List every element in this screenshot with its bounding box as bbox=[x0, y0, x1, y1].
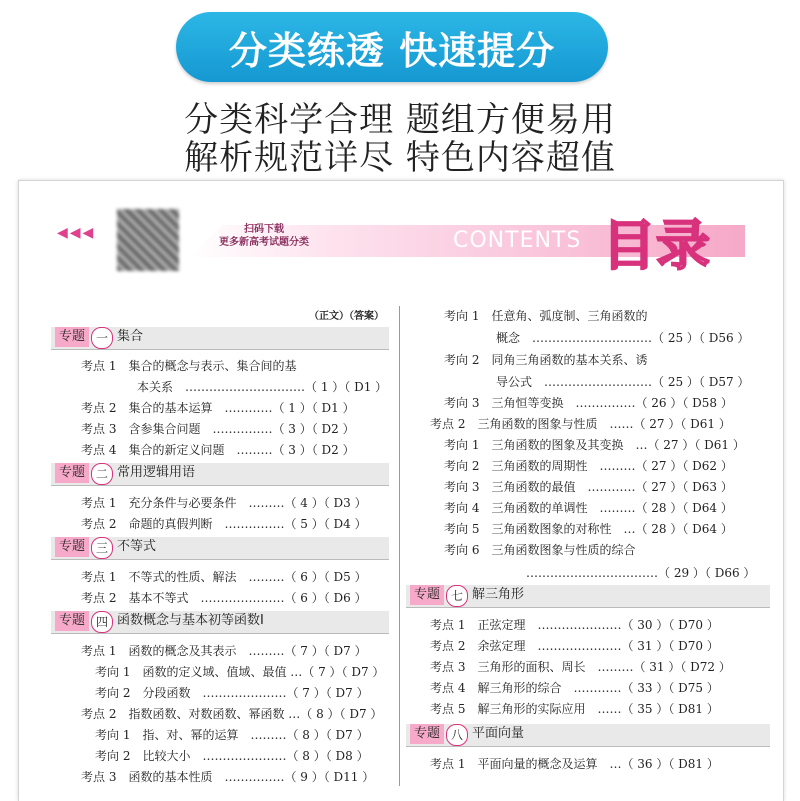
toc-entry: 考点 3 函数的基本性质 ……………（ 9 ）（ D11 ） bbox=[81, 770, 375, 784]
toc-entry: 考向 2 三角函数的周期性 ………（ 27 ）（ D62 ） bbox=[444, 459, 733, 473]
topic-number: 一 bbox=[91, 327, 113, 349]
toc-entry: 考点 1 函数的概念及其表示 ………（ 7 ）（ D7 ） bbox=[81, 644, 367, 658]
toc-entry: 考点 2 余弦定理 …………………（ 31 ）（ D70 ） bbox=[430, 639, 719, 653]
toc-entry: 考向 3 三角函数的最值 …………（ 27 ）（ D63 ） bbox=[444, 480, 733, 494]
toc-entry: 考向 3 三角恒等变换 ……………（ 26 ）（ D58 ） bbox=[444, 396, 733, 410]
toc-entry: 考向 1 函数的定义域、值域、最值 …（ 7 ）（ D7 ） bbox=[95, 665, 385, 679]
topic-label: 专题 bbox=[55, 327, 89, 347]
toc-entry: 考向 4 三角函数的单调性 ………（ 28 ）（ D64 ） bbox=[444, 501, 733, 515]
topic-label: 专题 bbox=[55, 537, 89, 557]
book-page bbox=[18, 180, 784, 801]
topic-title: 常用逻辑用语 bbox=[117, 465, 196, 480]
toc-entry: 概念 …………………………（ 25 ）（ D56 ） bbox=[496, 331, 750, 345]
topic-title: 不等式 bbox=[117, 539, 157, 554]
toc-entry: 考点 2 指数函数、对数函数、幂函数 …（ 8 ）（ D7 ） bbox=[81, 707, 383, 721]
toc-entry: 考点 2 基本不等式 …………………（ 6 ）（ D6 ） bbox=[81, 591, 367, 605]
toc-entry: 考向 6 三角函数图象与性质的综合 bbox=[444, 543, 636, 557]
topic-label: 专题 bbox=[410, 724, 444, 744]
toc-entry: 考点 1 正弦定理 …………………（ 30 ）（ D70 ） bbox=[430, 618, 719, 632]
topic-title: 函数概念与基本初等函数Ⅰ bbox=[117, 613, 264, 628]
topic-label: 专题 bbox=[55, 463, 89, 483]
toc-entry: 考向 2 同角三角函数的基本关系、诱 bbox=[444, 353, 648, 367]
topic-title: 集合 bbox=[117, 329, 144, 344]
toc-entry: 考点 3 含参集合问题 ……………（ 3 ）（ D2 ） bbox=[81, 422, 355, 436]
topic-number: 八 bbox=[446, 724, 468, 746]
topic-number: 四 bbox=[91, 611, 113, 633]
toc-entry: 考点 1 充分条件与必要条件 ………（ 4 ）（ D3 ） bbox=[81, 496, 367, 510]
toc-entry: 考点 1 集合的概念与表示、集合间的基 bbox=[81, 359, 297, 373]
contents-title: CONTENTS bbox=[453, 228, 582, 253]
topic-title: 平面向量 bbox=[472, 726, 525, 741]
scan-note bbox=[219, 223, 309, 249]
toc-entry: 考点 4 解三角形的综合 …………（ 33 ）（ D75 ） bbox=[430, 681, 719, 695]
toc-entry: 考点 1 平面向量的概念及运算 …（ 36 ）（ D81 ） bbox=[430, 757, 719, 771]
qr-code-image bbox=[117, 209, 179, 271]
toc-entry: ……………………………（ 29 ）（ D66 ） bbox=[526, 566, 756, 580]
toc-entry: 考点 5 解三角形的实际应用 ……（ 35 ）（ D81 ） bbox=[430, 702, 719, 716]
toc-entry: 本关系 …………………………（ 1 ）（ D1 ） bbox=[137, 380, 388, 394]
topic-header bbox=[51, 463, 389, 486]
subtitle-line-2: 解析规范详尽 特色内容超值 bbox=[184, 138, 616, 178]
topic-header bbox=[51, 327, 389, 350]
toc-entry: 考点 4 集合的新定义问题 ………（ 3 ）（ D2 ） bbox=[81, 443, 355, 457]
headline-banner bbox=[176, 12, 608, 82]
toc-entry: 考点 3 三角形的面积、周长 ………（ 31 ）（ D72 ） bbox=[430, 660, 731, 674]
subtitle-line-1: 分类科学合理 题组方便易用 bbox=[184, 100, 616, 140]
topic-header bbox=[406, 724, 770, 747]
topic-label: 专题 bbox=[410, 585, 444, 605]
toc-entry: 考向 2 分段函数 …………………（ 7 ）（ D7 ） bbox=[95, 686, 369, 700]
topic-header bbox=[406, 585, 770, 608]
toc-entry: 考向 1 三角函数的图象及其变换 …（ 27 ）（ D61 ） bbox=[444, 438, 745, 452]
topic-number: 三 bbox=[91, 537, 113, 559]
mulu-title: 目录 bbox=[602, 214, 710, 277]
column-divider bbox=[399, 306, 400, 786]
toc-entry: 考向 5 三角函数图象的对称性 …（ 28 ）（ D64 ） bbox=[444, 522, 733, 536]
column-header: （正文）（答案） bbox=[309, 311, 384, 322]
topic-title: 解三角形 bbox=[472, 587, 525, 602]
toc-entry: 考点 1 不等式的性质、解法 ………（ 6 ）（ D5 ） bbox=[81, 570, 367, 584]
toc-entry: 考点 2 集合的基本运算 …………（ 1 ）（ D1 ） bbox=[81, 401, 355, 415]
arrow-icon: ◀◀◀ bbox=[57, 225, 96, 241]
toc-entry: 考点 2 三角函数的图象与性质 ……（ 27 ）（ D61 ） bbox=[430, 417, 731, 431]
toc-entry: 考向 2 比较大小 …………………（ 8 ）（ D8 ） bbox=[95, 749, 369, 763]
toc-entry: 导公式 ………………………（ 25 ）（ D57 ） bbox=[496, 375, 750, 389]
topic-number: 七 bbox=[446, 585, 468, 607]
topic-header bbox=[51, 611, 389, 634]
scan-line-2: 更多新高考试题分类 bbox=[219, 237, 309, 248]
toc-entry: 考点 2 命题的真假判断 ……………（ 5 ）（ D4 ） bbox=[81, 517, 367, 531]
headline-text: 分类练透 快速提分 bbox=[228, 28, 556, 73]
toc-entry: 考向 1 指、对、幂的运算 ………（ 8 ）（ D7 ） bbox=[95, 728, 369, 742]
topic-number: 二 bbox=[91, 463, 113, 485]
topic-label: 专题 bbox=[55, 611, 89, 631]
scan-line-1: 扫码下载 bbox=[244, 224, 284, 235]
topic-header bbox=[51, 537, 389, 560]
toc-entry: 考向 1 任意角、弧度制、三角函数的 bbox=[444, 309, 648, 323]
